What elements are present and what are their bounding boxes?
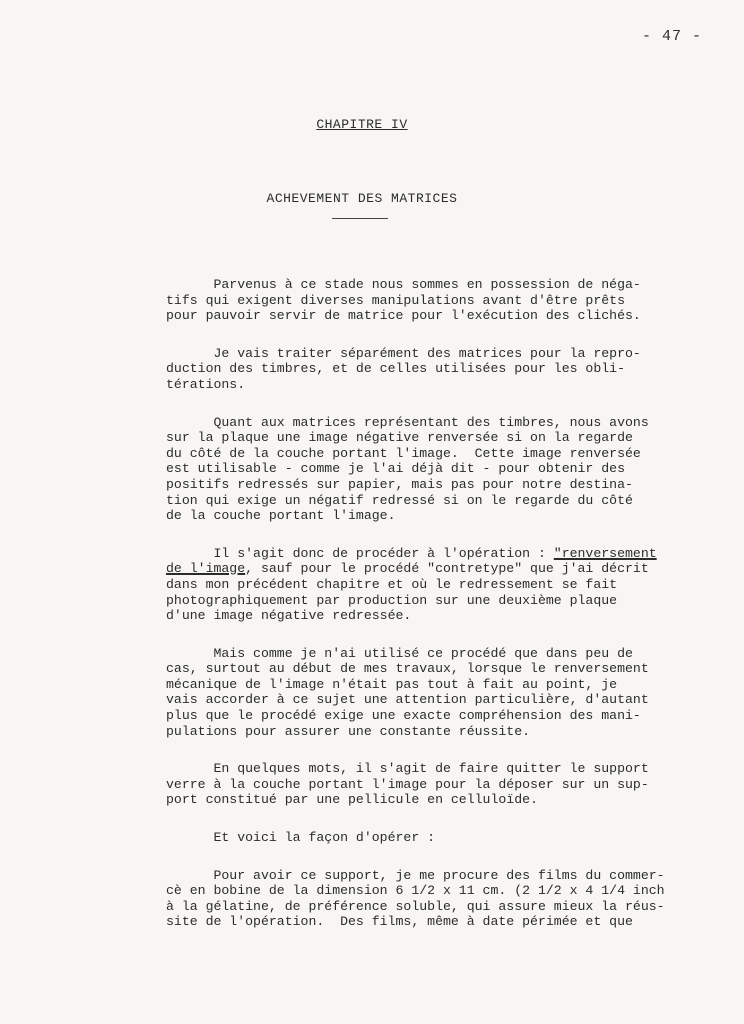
underlined-term: de l'image [166, 561, 246, 577]
text-line: positifs redressés sur papier, mais pas pour notre destina- [166, 476, 633, 492]
text-segment: Il s'agit donc de procéder à l'opération : [166, 545, 554, 561]
text-line: du côté de la couche portant l'image. Cette image renversée [166, 445, 641, 461]
text-line: Quant aux matrices représentant des timbres, nous avons [166, 414, 649, 430]
text-segment: , sauf pour le procédé "contretype" que j'ai décrit [245, 561, 649, 577]
paragraph-6 [166, 761, 706, 808]
paragraph-5 [166, 646, 706, 740]
text-line [166, 546, 706, 562]
text-line: à la gélatine, de préférence soluble, qui assure mieux la réus- [166, 898, 665, 914]
text-line: En quelques mots, il s'agit de faire quitter le support [166, 761, 649, 777]
body-text [166, 277, 706, 952]
text-line: Pour avoir ce support, je me procure des films du commer- [166, 867, 665, 883]
text-line: tifs qui exigent diverses manipulations avant d'être prêts [166, 292, 625, 308]
paragraph-7 [166, 830, 706, 846]
paragraph-4 [166, 546, 706, 624]
text-line: Je vais traiter séparément des matrices pour la repro- [166, 345, 641, 361]
text-line: cas, surtout au début de mes travaux, lorsque le renversement [166, 661, 649, 677]
chapter-title: CHAPITRE IV [316, 117, 408, 132]
text-line: port constitué par une pellicule en celluloïde. [166, 792, 538, 808]
text-line: est utilisable - comme je l'ai déjà dit - pour obtenir des [166, 461, 625, 477]
paragraph-3 [166, 415, 706, 524]
text-line: cè en bobine de la dimension 6 1/2 x 11 cm. (2 1/2 x 4 1/4 inch [166, 883, 665, 899]
underlined-term: "renversement [553, 545, 657, 561]
text-line: dans mon précédent chapitre et où le redressement se fait [166, 576, 618, 592]
text-line: tion qui exige un négatif redressé si on le regarde du côté [166, 492, 633, 508]
text-line: mécanique de l'image n'était pas tout à fait au point, je [166, 676, 618, 692]
text-line: Mais comme je n'ai utilisé ce procédé que dans peu de [166, 645, 633, 661]
text-line: duction des timbres, et de celles utilisées pour les obli- [166, 361, 625, 377]
page-number: - 47 - [641, 28, 702, 45]
text-line: Et voici la façon d'opérer : [166, 830, 436, 846]
text-line: Parvenus à ce stade nous sommes en possession de néga- [166, 277, 641, 292]
text-line: térations. [166, 376, 246, 392]
paragraph-2 [166, 346, 706, 393]
text-line: verre à la couche portant l'image pour la déposer sur un sup- [166, 776, 649, 792]
title-divider [332, 218, 388, 219]
text-line: pulations pour assurer une constante réussite. [166, 723, 531, 739]
text-line: sur la plaque une image négative renversée si on la regarde [166, 430, 633, 446]
text-line: pour pauvoir servir de matrice pour l'exécution des clichés. [166, 308, 641, 324]
section-title: ACHEVEMENT DES MATRICES [266, 191, 458, 206]
text-line: de la couche portant l'image. [166, 508, 396, 524]
paragraph-1 [166, 277, 706, 324]
text-line: site de l'opération. Des films, même à date périmée et que [166, 914, 633, 930]
text-line: d'une image négative redressée. [166, 608, 412, 624]
paragraph-8 [166, 868, 706, 930]
text-line [166, 561, 706, 577]
text-line: plus que le procédé exige une exacte compréhension des mani- [166, 708, 641, 724]
text-line: photographiquement par production sur une deuxième plaque [166, 592, 618, 608]
text-line: vais accorder à ce sujet une attention particulière, d'autant [166, 692, 649, 708]
